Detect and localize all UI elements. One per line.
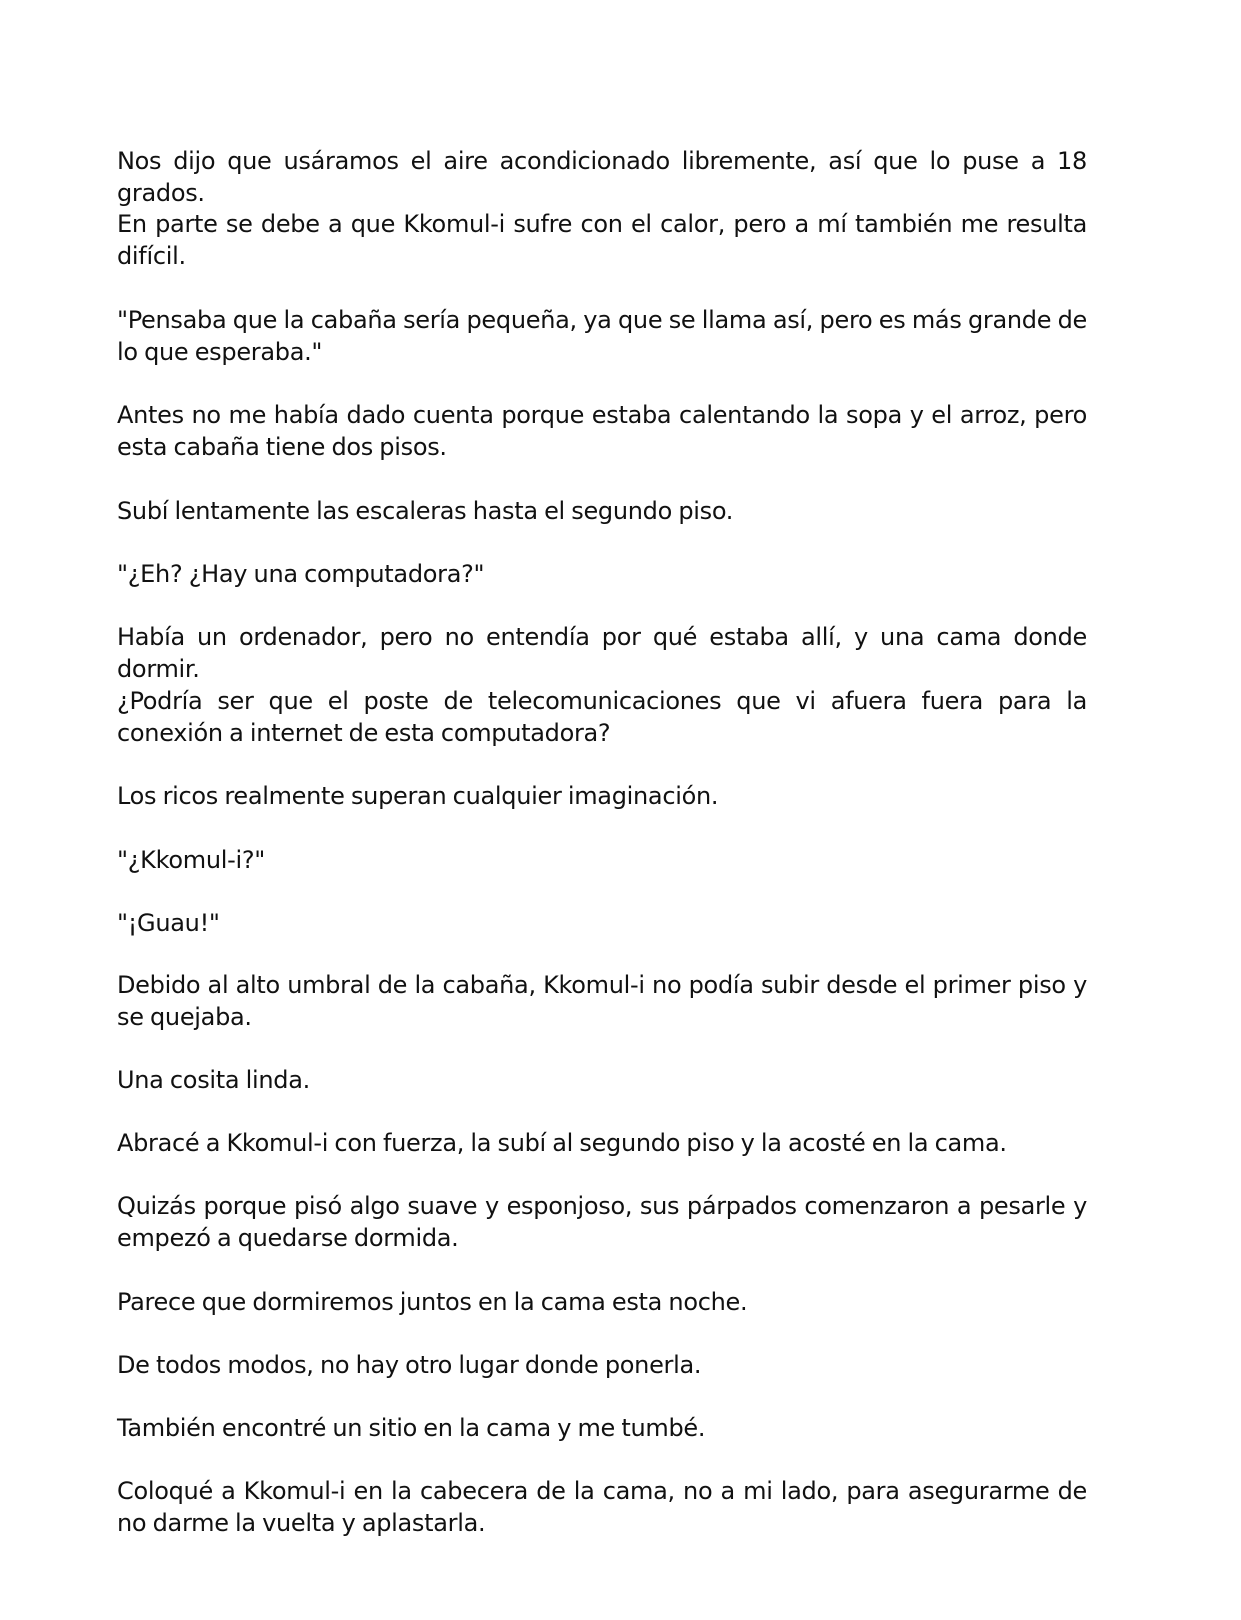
paragraph: En parte se debe a que Kkomul-i sufre con el calor, pero a mí también me resulta difícil. [117, 210, 1087, 270]
paragraph: Una cosita linda. [117, 1066, 310, 1094]
paragraph: Los ricos realmente superan cualquier imaginación. [117, 782, 719, 810]
paragraph: Coloqué a Kkomul-i en la cabecera de la cama, no a mi lado, para asegurarme de no darme la vuelta y aplastarla. [117, 1477, 1087, 1537]
paragraph: "¡Guau!" [117, 909, 220, 937]
paragraph: Antes no me había dado cuenta porque estaba calentando la sopa y el arroz, pero esta cabaña tiene dos pisos. [117, 401, 1087, 461]
paragraph: "¿Eh? ¿Hay una computadora?" [117, 560, 485, 588]
paragraph: Quizás porque pisó algo suave y esponjoso, sus párpados comenzaron a pesarle y empezó a quedarse dormida. [117, 1192, 1087, 1252]
paragraph: "Pensaba que la cabaña sería pequeña, ya que se llama así, pero es más grande de lo que esperaba." [117, 306, 1087, 366]
paragraph: De todos modos, no hay otro lugar donde ponerla. [117, 1351, 702, 1379]
paragraph: También encontré un sitio en la cama y me tumbé. [117, 1414, 706, 1442]
paragraph: Nos dijo que usáramos el aire acondicionado libremente, así que lo puse a 18 grados. [117, 147, 1087, 207]
paragraph: Debido al alto umbral de la cabaña, Kkomul-i no podía subir desde el primer piso y se quejaba. [117, 971, 1087, 1031]
paragraph: "¿Kkomul-i?" [117, 846, 266, 874]
paragraph: Abracé a Kkomul-i con fuerza, la subí al segundo piso y la acosté en la cama. [117, 1129, 1007, 1157]
paragraph: Había un ordenador, pero no entendía por qué estaba allí, y una cama donde dormir. [117, 623, 1087, 683]
paragraph: ¿Podría ser que el poste de telecomunicaciones que vi afuera fuera para la conexión a internet de esta computadora? [117, 687, 1087, 747]
paragraph: Subí lentamente las escaleras hasta el segundo piso. [117, 497, 734, 525]
paragraph: Parece que dormiremos juntos en la cama esta noche. [117, 1288, 748, 1316]
